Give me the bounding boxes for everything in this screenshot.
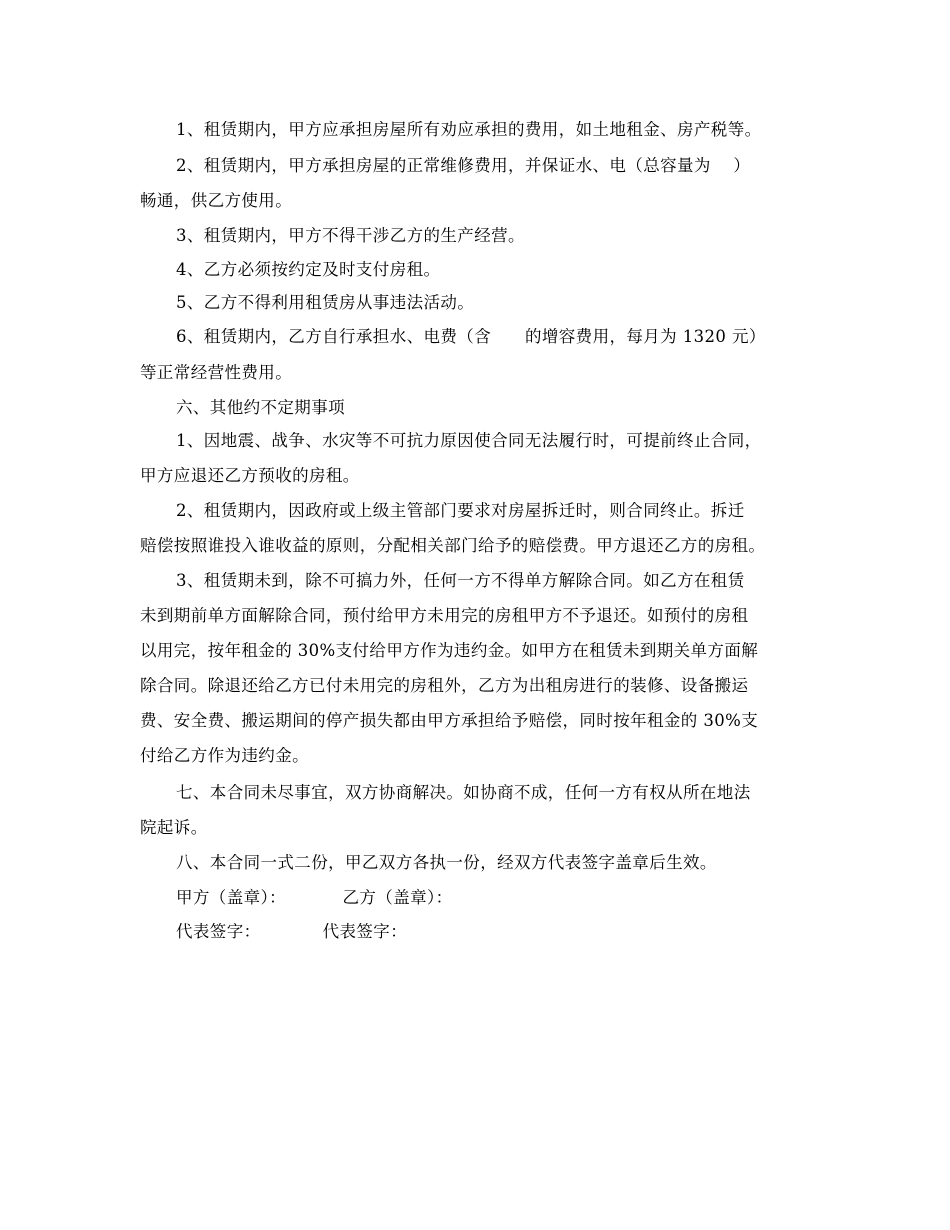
clause-line: 未到期前单方面解除合同，预付给甲方未用完的房租甲方不予退还。如预付的房租	[140, 606, 749, 625]
clause-line: 以用完，按年租金的 30%支付给甲方作为违约金。如甲方在租赁未到期关单方面解	[140, 641, 759, 660]
section-heading: 七、本合同未尽事宜，双方协商解决。如协商不成，任何一方有权从所在地法	[176, 783, 751, 802]
clause-line: 2、租赁期内，甲方承担房屋的正常维修费用，并保证水、电（总容量为 ）	[176, 156, 751, 175]
clause-line: 5、乙方不得利用租赁房从事违法活动。	[176, 293, 475, 312]
signature-line: 代表签字： 代表签字：	[176, 922, 408, 941]
clause-line: 等正常经营性费用。	[140, 363, 293, 382]
signature-seal-line: 甲方（盖章）： 乙方（盖章）：	[176, 888, 453, 907]
clause-line: 除合同。除退还给乙方已付未用完的房租外，乙方为出租房进行的装修、设备搬运	[140, 676, 749, 695]
section-heading: 八、本合同一式二份，甲乙双方各执一份，经双方代表签字盖章后生效。	[176, 853, 717, 872]
section-heading: 六、其他约不定期事项	[176, 398, 345, 417]
clause-line: 3、租赁期未到，除不可搞力外，任何一方不得单方解除合同。如乙方在租赁	[176, 571, 745, 590]
clause-line: 费、安全费、搬运期间的停产损失都由甲方承担给予赔偿，同时按年租金的 30%支	[140, 711, 759, 730]
clause-line: 6、租赁期内，乙方自行承担水、电费（含 的增容费用，每月为 1320 元）	[176, 327, 766, 346]
clause-line: 4、乙方必须按约定及时支付房租。	[176, 260, 441, 279]
clause-line: 2、租赁期内，因政府或上级主管部门要求对房屋拆迁时，则合同终止。拆迁	[176, 501, 745, 520]
clause-line: 赔偿按照谁投入谁收益的原则，分配相关部门给予的赔偿费。甲方退还乙方的房租。	[140, 536, 766, 555]
clause-line: 1、因地震、战争、水灾等不可抗力原因使合同无法履行时，可提前终止合同，	[176, 431, 762, 450]
clause-line: 院起诉。	[140, 818, 208, 837]
clause-line: 付给乙方作为违约金。	[140, 746, 309, 765]
clause-line: 畅通，供乙方使用。	[140, 191, 293, 210]
clause-line: 1、租赁期内，甲方应承担房屋所有劝应承担的费用，如土地租金、房产税等。	[176, 120, 762, 139]
clause-line: 甲方应退还乙方预收的房租。	[140, 466, 360, 485]
clause-line: 3、租赁期内，甲方不得干涉乙方的生产经营。	[176, 226, 525, 245]
